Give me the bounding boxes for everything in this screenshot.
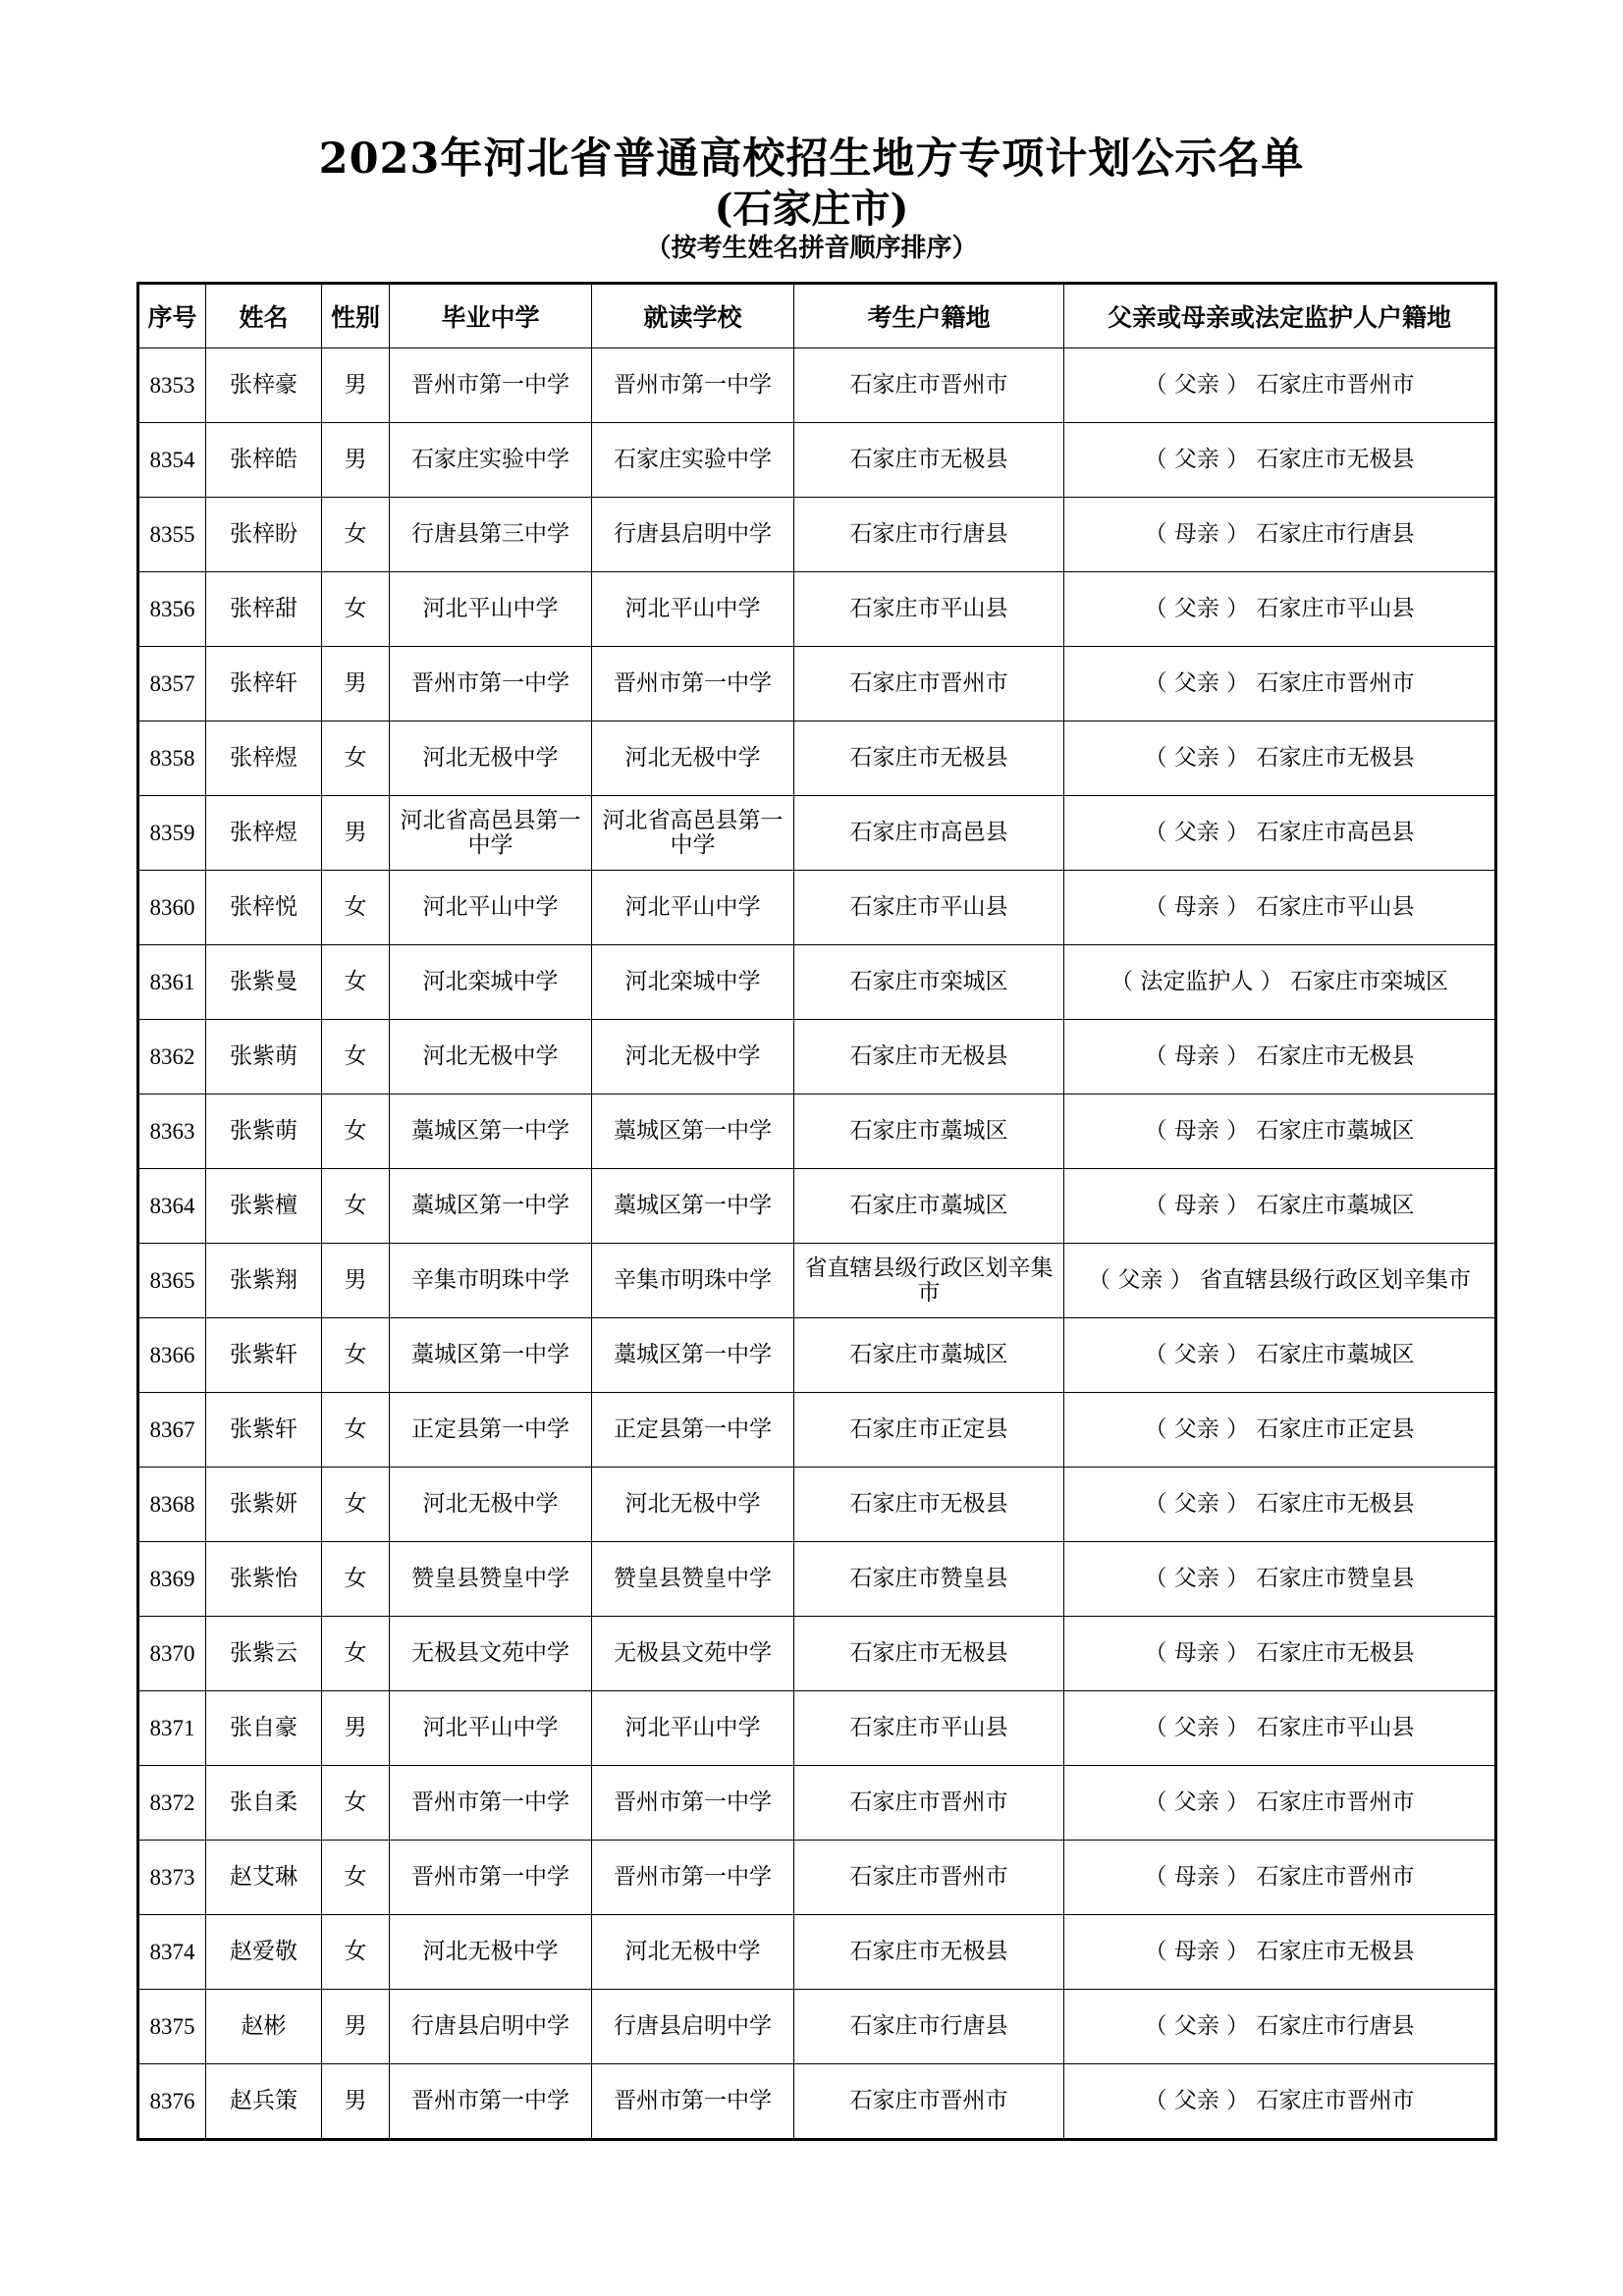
cell-grad-school: 晋州市第一中学 (390, 348, 592, 423)
cell-gender: 女 (322, 1095, 390, 1169)
cell-guardian-hukou: （ 父亲 ） 石家庄市行唐县 (1064, 1990, 1496, 2064)
cell-no: 8362 (138, 1020, 206, 1095)
table-row (138, 498, 1496, 572)
cell-grad-school: 河北省高邑县第一中学 (390, 796, 592, 871)
cell-current-school: 晋州市第一中学 (592, 1841, 794, 1915)
cell-guardian-hukou: （ 父亲 ） 石家庄市晋州市 (1064, 1766, 1496, 1841)
cell-current-school: 河北无极中学 (592, 721, 794, 796)
table-row (138, 1766, 1496, 1841)
cell-student-hukou: 石家庄市行唐县 (794, 1990, 1064, 2064)
cell-grad-school: 晋州市第一中学 (390, 647, 592, 721)
cell-gender: 女 (322, 1318, 390, 1393)
cell-name: 张紫妍 (206, 1468, 322, 1542)
cell-name: 赵彬 (206, 1990, 322, 2064)
cell-student-hukou: 石家庄市晋州市 (794, 2064, 1064, 2140)
cell-guardian-hukou: （ 父亲 ） 石家庄市藁城区 (1064, 1318, 1496, 1393)
cell-name: 张梓皓 (206, 423, 322, 498)
cell-no: 8373 (138, 1841, 206, 1915)
cell-student-hukou: 石家庄市赞皇县 (794, 1542, 1064, 1617)
sort-note: （按考生姓名拼音顺序排序） (645, 234, 978, 263)
cell-name: 张梓悦 (206, 871, 322, 945)
cell-grad-school: 赞皇县赞皇中学 (390, 1542, 592, 1617)
cell-no: 8371 (138, 1691, 206, 1766)
cell-current-school: 河北栾城中学 (592, 945, 794, 1020)
table-row (138, 1318, 1496, 1393)
cell-no: 8361 (138, 945, 206, 1020)
cell-current-school: 晋州市第一中学 (592, 348, 794, 423)
cell-grad-school: 辛集市明珠中学 (390, 1244, 592, 1318)
cell-guardian-hukou: （ 父亲 ） 石家庄市赞皇县 (1064, 1542, 1496, 1617)
cell-name: 张紫轩 (206, 1318, 322, 1393)
cell-no: 8376 (138, 2064, 206, 2140)
header-col-grad-school: 毕业中学 (390, 284, 592, 348)
cell-gender: 男 (322, 348, 390, 423)
cell-guardian-hukou: （ 父亲 ） 石家庄市晋州市 (1064, 348, 1496, 423)
header-col-name: 姓名 (206, 284, 322, 348)
cell-name: 赵艾琳 (206, 1841, 322, 1915)
table-row (138, 1841, 1496, 1915)
table-row (138, 1393, 1496, 1468)
cell-gender: 男 (322, 796, 390, 871)
cell-name: 张紫萌 (206, 1020, 322, 1095)
cell-gender: 女 (322, 1542, 390, 1617)
cell-no: 8369 (138, 1542, 206, 1617)
header-col-current-school: 就读学校 (592, 284, 794, 348)
cell-guardian-hukou: （ 父亲 ） 石家庄市晋州市 (1064, 2064, 1496, 2140)
cell-guardian-hukou: （ 父亲 ） 石家庄市正定县 (1064, 1393, 1496, 1468)
cell-student-hukou: 石家庄市无极县 (794, 423, 1064, 498)
cell-no: 8365 (138, 1244, 206, 1318)
table-row (138, 1468, 1496, 1542)
cell-grad-school: 河北平山中学 (390, 572, 592, 647)
cell-gender: 女 (322, 945, 390, 1020)
cell-grad-school: 晋州市第一中学 (390, 1841, 592, 1915)
header-col-gender: 性别 (322, 284, 390, 348)
table-row (138, 348, 1496, 423)
cell-student-hukou: 石家庄市藁城区 (794, 1318, 1064, 1393)
cell-no: 8374 (138, 1915, 206, 1990)
cell-current-school: 辛集市明珠中学 (592, 1244, 794, 1318)
cell-current-school: 赞皇县赞皇中学 (592, 1542, 794, 1617)
cell-student-hukou: 石家庄市平山县 (794, 1691, 1064, 1766)
cell-student-hukou: 石家庄市晋州市 (794, 1841, 1064, 1915)
cell-current-school: 河北省高邑县第一中学 (592, 796, 794, 871)
cell-no: 8353 (138, 348, 206, 423)
cell-guardian-hukou: （ 母亲 ） 石家庄市无极县 (1064, 1020, 1496, 1095)
cell-gender: 女 (322, 871, 390, 945)
cell-no: 8367 (138, 1393, 206, 1468)
table-row (138, 647, 1496, 721)
cell-current-school: 晋州市第一中学 (592, 647, 794, 721)
cell-guardian-hukou: （ 父亲 ） 石家庄市晋州市 (1064, 647, 1496, 721)
table-row (138, 1542, 1496, 1617)
cell-gender: 女 (322, 498, 390, 572)
cell-gender: 男 (322, 1244, 390, 1318)
cell-no: 8363 (138, 1095, 206, 1169)
cell-name: 张紫檀 (206, 1169, 322, 1244)
cell-current-school: 河北无极中学 (592, 1020, 794, 1095)
cell-grad-school: 无极县文苑中学 (390, 1617, 592, 1691)
cell-name: 张自豪 (206, 1691, 322, 1766)
cell-grad-school: 藁城区第一中学 (390, 1169, 592, 1244)
cell-current-school: 行唐县启明中学 (592, 1990, 794, 2064)
cell-guardian-hukou: （ 母亲 ） 石家庄市行唐县 (1064, 498, 1496, 572)
city-subtitle: (石家庄市) (714, 186, 909, 232)
cell-current-school: 晋州市第一中学 (592, 2064, 794, 2140)
cell-student-hukou: 石家庄市无极县 (794, 1020, 1064, 1095)
cell-no: 8360 (138, 871, 206, 945)
cell-grad-school: 藁城区第一中学 (390, 1095, 592, 1169)
cell-student-hukou: 石家庄市藁城区 (794, 1095, 1064, 1169)
cell-grad-school: 河北平山中学 (390, 1691, 592, 1766)
cell-gender: 男 (322, 647, 390, 721)
cell-guardian-hukou: （ 父亲 ） 石家庄市无极县 (1064, 721, 1496, 796)
cell-grad-school: 河北无极中学 (390, 1020, 592, 1095)
cell-name: 张梓轩 (206, 647, 322, 721)
cell-student-hukou: 石家庄市平山县 (794, 572, 1064, 647)
cell-student-hukou: 石家庄市晋州市 (794, 348, 1064, 423)
cell-no: 8358 (138, 721, 206, 796)
cell-gender: 女 (322, 1766, 390, 1841)
table-row (138, 2064, 1496, 2140)
cell-current-school: 河北平山中学 (592, 1691, 794, 1766)
cell-guardian-hukou: （ 法定监护人 ） 石家庄市栾城区 (1064, 945, 1496, 1020)
cell-name: 张紫翔 (206, 1244, 322, 1318)
cell-student-hukou: 省直辖县级行政区划辛集市 (794, 1244, 1064, 1318)
cell-current-school: 正定县第一中学 (592, 1393, 794, 1468)
cell-no: 8355 (138, 498, 206, 572)
cell-gender: 男 (322, 1691, 390, 1766)
cell-guardian-hukou: （ 父亲 ） 石家庄市无极县 (1064, 423, 1496, 498)
header-col-no: 序号 (138, 284, 206, 348)
cell-gender: 女 (322, 1915, 390, 1990)
cell-name: 张紫萌 (206, 1095, 322, 1169)
cell-current-school: 河北无极中学 (592, 1915, 794, 1990)
cell-student-hukou: 石家庄市晋州市 (794, 647, 1064, 721)
table-row (138, 1095, 1496, 1169)
cell-grad-school: 藁城区第一中学 (390, 1318, 592, 1393)
table-row (138, 1990, 1496, 2064)
cell-no: 8370 (138, 1617, 206, 1691)
cell-grad-school: 河北无极中学 (390, 721, 592, 796)
cell-grad-school: 行唐县第三中学 (390, 498, 592, 572)
cell-current-school: 行唐县启明中学 (592, 498, 794, 572)
cell-grad-school: 晋州市第一中学 (390, 1766, 592, 1841)
table-row (138, 1691, 1496, 1766)
cell-guardian-hukou: （ 母亲 ） 石家庄市晋州市 (1064, 1841, 1496, 1915)
cell-name: 赵爱敬 (206, 1915, 322, 1990)
table-row (138, 796, 1496, 871)
cell-guardian-hukou: （ 父亲 ） 石家庄市高邑县 (1064, 796, 1496, 871)
cell-name: 张梓煜 (206, 796, 322, 871)
cell-student-hukou: 石家庄市正定县 (794, 1393, 1064, 1468)
cell-student-hukou: 石家庄市行唐县 (794, 498, 1064, 572)
cell-gender: 男 (322, 2064, 390, 2140)
cell-grad-school: 河北栾城中学 (390, 945, 592, 1020)
cell-student-hukou: 石家庄市栾城区 (794, 945, 1064, 1020)
cell-guardian-hukou: （ 父亲 ） 石家庄市平山县 (1064, 1691, 1496, 1766)
cell-grad-school: 河北无极中学 (390, 1468, 592, 1542)
cell-name: 张梓豪 (206, 348, 322, 423)
cell-grad-school: 石家庄实验中学 (390, 423, 592, 498)
cell-student-hukou: 石家庄市高邑县 (794, 796, 1064, 871)
cell-name: 张紫怡 (206, 1542, 322, 1617)
table-row (138, 1617, 1496, 1691)
cell-student-hukou: 石家庄市无极县 (794, 1617, 1064, 1691)
cell-gender: 女 (322, 1617, 390, 1691)
cell-name: 张梓煜 (206, 721, 322, 796)
cell-gender: 女 (322, 1169, 390, 1244)
cell-no: 8354 (138, 423, 206, 498)
cell-grad-school: 晋州市第一中学 (390, 2064, 592, 2140)
cell-current-school: 河北平山中学 (592, 871, 794, 945)
cell-student-hukou: 石家庄市无极县 (794, 721, 1064, 796)
cell-gender: 女 (322, 1020, 390, 1095)
cell-current-school: 无极县文苑中学 (592, 1617, 794, 1691)
cell-grad-school: 河北平山中学 (390, 871, 592, 945)
admission-list-table (136, 282, 1497, 2141)
cell-name: 张紫曼 (206, 945, 322, 1020)
cell-guardian-hukou: （ 母亲 ） 石家庄市无极县 (1064, 1915, 1496, 1990)
cell-grad-school: 正定县第一中学 (390, 1393, 592, 1468)
cell-guardian-hukou: （ 母亲 ） 石家庄市平山县 (1064, 871, 1496, 945)
table-row (138, 572, 1496, 647)
cell-no: 8366 (138, 1318, 206, 1393)
cell-grad-school: 行唐县启明中学 (390, 1990, 592, 2064)
cell-no: 8364 (138, 1169, 206, 1244)
cell-guardian-hukou: （ 母亲 ） 石家庄市藁城区 (1064, 1095, 1496, 1169)
cell-no: 8375 (138, 1990, 206, 2064)
cell-guardian-hukou: （ 母亲 ） 石家庄市无极县 (1064, 1617, 1496, 1691)
cell-guardian-hukou: （ 父亲 ） 石家庄市无极县 (1064, 1468, 1496, 1542)
cell-guardian-hukou: （ 母亲 ） 石家庄市藁城区 (1064, 1169, 1496, 1244)
table-row (138, 1020, 1496, 1095)
cell-student-hukou: 石家庄市无极县 (794, 1468, 1064, 1542)
cell-name: 张梓甜 (206, 572, 322, 647)
cell-no: 8368 (138, 1468, 206, 1542)
cell-no: 8359 (138, 796, 206, 871)
cell-current-school: 晋州市第一中学 (592, 1766, 794, 1841)
cell-gender: 女 (322, 572, 390, 647)
cell-name: 张梓盼 (206, 498, 322, 572)
cell-no: 8357 (138, 647, 206, 721)
cell-current-school: 石家庄实验中学 (592, 423, 794, 498)
table-row (138, 1244, 1496, 1318)
cell-no: 8356 (138, 572, 206, 647)
page-title: 2023年河北省普通高校招生地方专项计划公示名单 (318, 134, 1305, 184)
header-col-student-hukou: 考生户籍地 (794, 284, 1064, 348)
cell-guardian-hukou: （ 父亲 ） 石家庄市平山县 (1064, 572, 1496, 647)
table-row (138, 423, 1496, 498)
table-row (138, 721, 1496, 796)
cell-guardian-hukou: （ 父亲 ） 省直辖县级行政区划辛集市 (1064, 1244, 1496, 1318)
cell-gender: 女 (322, 1468, 390, 1542)
cell-gender: 女 (322, 1393, 390, 1468)
cell-current-school: 藁城区第一中学 (592, 1318, 794, 1393)
cell-current-school: 河北无极中学 (592, 1468, 794, 1542)
cell-current-school: 河北平山中学 (592, 572, 794, 647)
table-body (138, 348, 1496, 2140)
cell-current-school: 藁城区第一中学 (592, 1095, 794, 1169)
table-row (138, 1169, 1496, 1244)
cell-no: 8372 (138, 1766, 206, 1841)
cell-student-hukou: 石家庄市无极县 (794, 1915, 1064, 1990)
cell-name: 张紫轩 (206, 1393, 322, 1468)
cell-name: 张紫云 (206, 1617, 322, 1691)
header-col-guardian-hukou: 父亲或母亲或法定监护人户籍地 (1064, 284, 1496, 348)
cell-student-hukou: 石家庄市晋州市 (794, 1766, 1064, 1841)
cell-current-school: 藁城区第一中学 (592, 1169, 794, 1244)
cell-gender: 男 (322, 1990, 390, 2064)
cell-student-hukou: 石家庄市平山县 (794, 871, 1064, 945)
cell-gender: 女 (322, 721, 390, 796)
table-row (138, 871, 1496, 945)
table-header-row (138, 284, 1496, 348)
cell-name: 张自柔 (206, 1766, 322, 1841)
cell-name: 赵兵策 (206, 2064, 322, 2140)
cell-gender: 女 (322, 1841, 390, 1915)
cell-grad-school: 河北无极中学 (390, 1915, 592, 1990)
cell-gender: 男 (322, 423, 390, 498)
table-row (138, 1915, 1496, 1990)
table-row (138, 945, 1496, 1020)
cell-student-hukou: 石家庄市藁城区 (794, 1169, 1064, 1244)
